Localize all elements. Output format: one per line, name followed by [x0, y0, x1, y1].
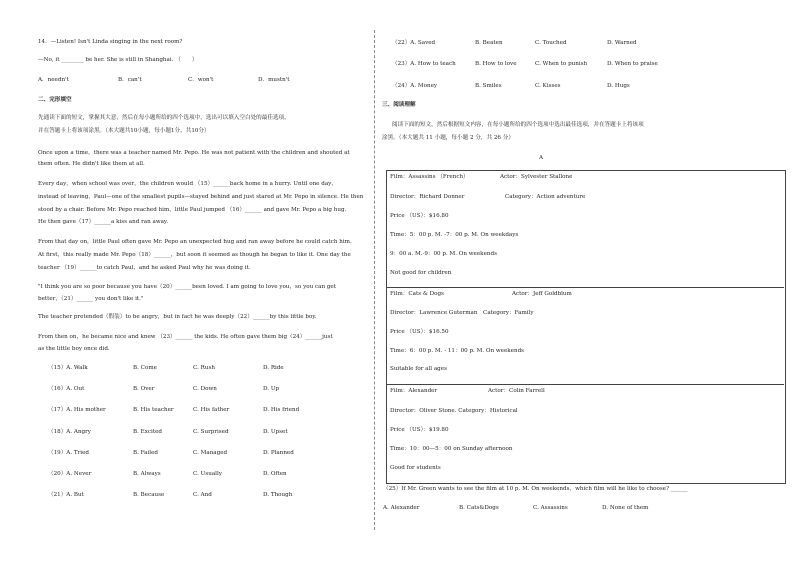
option-15-b[interactable]: B. Come: [133, 365, 157, 371]
q14-response: —No, it ________ be her. She is still in Shanghai. （ ）: [38, 57, 198, 63]
option-21-b[interactable]: B. Because: [133, 492, 165, 498]
film-2-time: Time：6：00 p. M. - 11：00 p. M. On weekends: [390, 348, 525, 354]
option-22-d[interactable]: D. Warned: [607, 40, 637, 46]
passage-line: stood by a chair. Before Mr. Pepo reached him，little Paul jumped （16）______ and gave Mr. Pepo a big hug.: [38, 207, 347, 213]
option-17-b[interactable]: B. His teacher: [133, 407, 174, 413]
option-15-d[interactable]: D. Ride: [263, 365, 284, 371]
option-24-c[interactable]: C. Kisses: [535, 83, 561, 89]
q25-stem: （25）If Mr. Green wants to see the film at 10 p. M. On weekends，which film will he like to choose? ______: [383, 486, 688, 492]
film-1-category: Category：Action adventure: [505, 194, 586, 200]
option-22-a[interactable]: （22）A. Saved: [392, 40, 436, 46]
option-19-c[interactable]: C. Managed: [193, 450, 228, 456]
film-2-price: Price （US）：$16.50: [390, 329, 449, 335]
table-divider: [386, 384, 784, 385]
q25-option-c[interactable]: C. Assassins: [533, 505, 568, 511]
option-19-a[interactable]: （19）A. Tried: [48, 450, 89, 456]
film-1-price: Price （US）：$16.80: [390, 213, 449, 219]
film-3-time: Time：10：00—5：00 on Sunday afternoon: [390, 446, 513, 452]
passage-line: "I think you are so poor because you have（20）______been loved. I am going to love you，so you can get: [38, 284, 336, 290]
film-3-title: Film：Alexander: [390, 388, 438, 394]
option-19-d[interactable]: D. Planned: [263, 450, 294, 456]
passage-line: From then on，he became nice and knew （23）______ the kids. He often gave them big（24）______just: [38, 334, 333, 340]
option-16-a[interactable]: （16）A. Out: [48, 386, 85, 392]
q25-option-d[interactable]: D. None of them: [602, 505, 649, 511]
option-18-c[interactable]: C. Surprised: [193, 429, 229, 435]
option-21-a[interactable]: （21）A. But: [48, 492, 84, 498]
film-1-note: Not good for children: [390, 270, 452, 276]
option-16-d[interactable]: D. Up: [263, 386, 280, 392]
option-24-d[interactable]: D. Hugs: [607, 83, 630, 89]
film-2-note: Suitable for all ages: [390, 366, 447, 372]
option-21-c[interactable]: C. And: [193, 492, 212, 498]
q25-option-a[interactable]: A. Alexander: [383, 505, 420, 511]
film-3-director-category: Director：Oliver Stone. Category：Historical: [390, 408, 518, 414]
passage-line: teacher （19）______to catch Paul，and he asked Paul why he was doing it.: [38, 265, 251, 271]
option-18-b[interactable]: B. Excited: [133, 429, 162, 435]
option-23-c[interactable]: C. When to punish: [535, 61, 588, 67]
option-24-a[interactable]: （24）A. Money: [392, 83, 438, 89]
option-23-a[interactable]: （23）A. How to teach: [392, 61, 456, 67]
passage-label: A: [539, 155, 544, 161]
film-1-title: Film：Assassins （French）: [390, 174, 469, 180]
q25-option-b[interactable]: B. Cats&Dogs: [459, 505, 499, 511]
film-3-actor: Actor：Colin Farrell: [488, 388, 545, 394]
option-23-b[interactable]: B. How to love: [475, 61, 517, 67]
option-22-c[interactable]: C. Touched: [535, 40, 567, 46]
film-3-note: Good for students: [390, 465, 441, 471]
film-2-director-category: Director：Lawrence Guterman Category：Family: [390, 310, 534, 316]
section-reading-instruction: 阅读下面的短文，然后根据短文内容，在每小题所给的四个选项中选出最佳选项，并在答题卡上将该项: [392, 122, 644, 128]
table-divider: [386, 287, 784, 288]
passage-line: them often. He didn't like them at all.: [38, 161, 145, 167]
option-20-d[interactable]: D. Often: [263, 471, 287, 477]
passage-line: Once upon a time，there was a teacher named Mr. Pepo. He was not patient with the children and shouted at: [38, 150, 350, 156]
option-17-a[interactable]: （17）A. His mother: [48, 407, 106, 413]
column-divider: [374, 30, 375, 530]
option-22-b[interactable]: B. Beaten: [475, 40, 503, 46]
section-cloze-instruction: 并在答题卡上将该项涂黑。（本大题共10小题，每小题1分，共10分）: [38, 128, 210, 134]
passage-line: as the little boy once did.: [38, 346, 110, 352]
option-20-c[interactable]: C. Usually: [193, 471, 222, 477]
passage-line: He then gave（17）______a kiss and ran away.: [38, 219, 169, 225]
option-15-c[interactable]: C. Rush: [193, 365, 215, 371]
film-1-time: Time：5：00 p. M. -7：00 p. M. On weekdays: [390, 232, 519, 238]
section-cloze-title: 二、完形填空: [38, 97, 72, 103]
option-23-d[interactable]: D. When to praise: [607, 61, 658, 67]
section-reading-instruction: 涂黑。（本大题共 11 小题，每小题 2 分，共 26 分）: [382, 135, 514, 141]
option-20-a[interactable]: （20）A. Never: [48, 471, 92, 477]
film-2-actor: Actor：Jeff Goldblum: [512, 291, 572, 297]
q14-option-a[interactable]: A．needn't: [38, 77, 69, 83]
option-18-d[interactable]: D. Upset: [263, 429, 288, 435]
film-1-time: 9：00 a. M.-9：00 p. M. On weekends: [390, 251, 497, 257]
q14-option-c[interactable]: C．won't: [188, 77, 214, 83]
section-cloze-instruction: 先通读下面的短文，掌握其大意，然后在每小题所给的四个选项中，选出可以填入空白处的最佳选项，: [38, 115, 290, 121]
option-24-b[interactable]: B. Smiles: [475, 83, 502, 89]
q14-option-b[interactable]: B．can't: [118, 77, 142, 83]
option-16-b[interactable]: B. Over: [133, 386, 155, 392]
option-17-c[interactable]: C. His father: [193, 407, 230, 413]
film-2-title: Film：Cats & Dogs: [390, 291, 444, 297]
q14-option-d[interactable]: D．mustn't: [258, 77, 290, 83]
passage-line: From that day on，little Paul often gave Mr. Pepo an unexpected hug and ran away before he could catch him.: [38, 239, 352, 245]
option-15-a[interactable]: （15）A. Walk: [48, 365, 88, 371]
passage-line: instead of leaving，Paul—one of the smallest pupils—stayed behind and just stared at Mr. Pepo in silence. He then: [38, 194, 364, 200]
film-1-actor: Actor：Sylvester Stallone: [500, 174, 573, 180]
passage-line: The teacher pretended（假装）to be angry，but in fact he was deeply（22）______by this little boy.: [38, 314, 317, 320]
section-reading-title: 三、阅读理解: [382, 102, 416, 108]
option-17-d[interactable]: D. His friend: [263, 407, 300, 413]
option-16-c[interactable]: C. Down: [193, 386, 217, 392]
q14-stem: 14．—Listen! Isn't Linda singing in the next room?: [38, 39, 183, 45]
passage-line: better，（21）______ you don't like it.": [38, 296, 144, 302]
film-1-director: Director：Richard Donner: [390, 194, 465, 200]
option-18-a[interactable]: （18）A. Angry: [48, 429, 91, 435]
film-3-price: Price （US）：$19.80: [390, 427, 449, 433]
option-20-b[interactable]: B. Always: [133, 471, 161, 477]
passage-line: Every day，when school was over，the children would （15）______back home in a hurry. Until one day，: [38, 181, 337, 187]
option-19-b[interactable]: B. Failed: [133, 450, 158, 456]
passage-line: At first，this really made Mr. Pepo（18）______，but soon it seemed as though he began to like it. One day the: [38, 252, 351, 258]
option-21-d[interactable]: D. Though: [263, 492, 293, 498]
